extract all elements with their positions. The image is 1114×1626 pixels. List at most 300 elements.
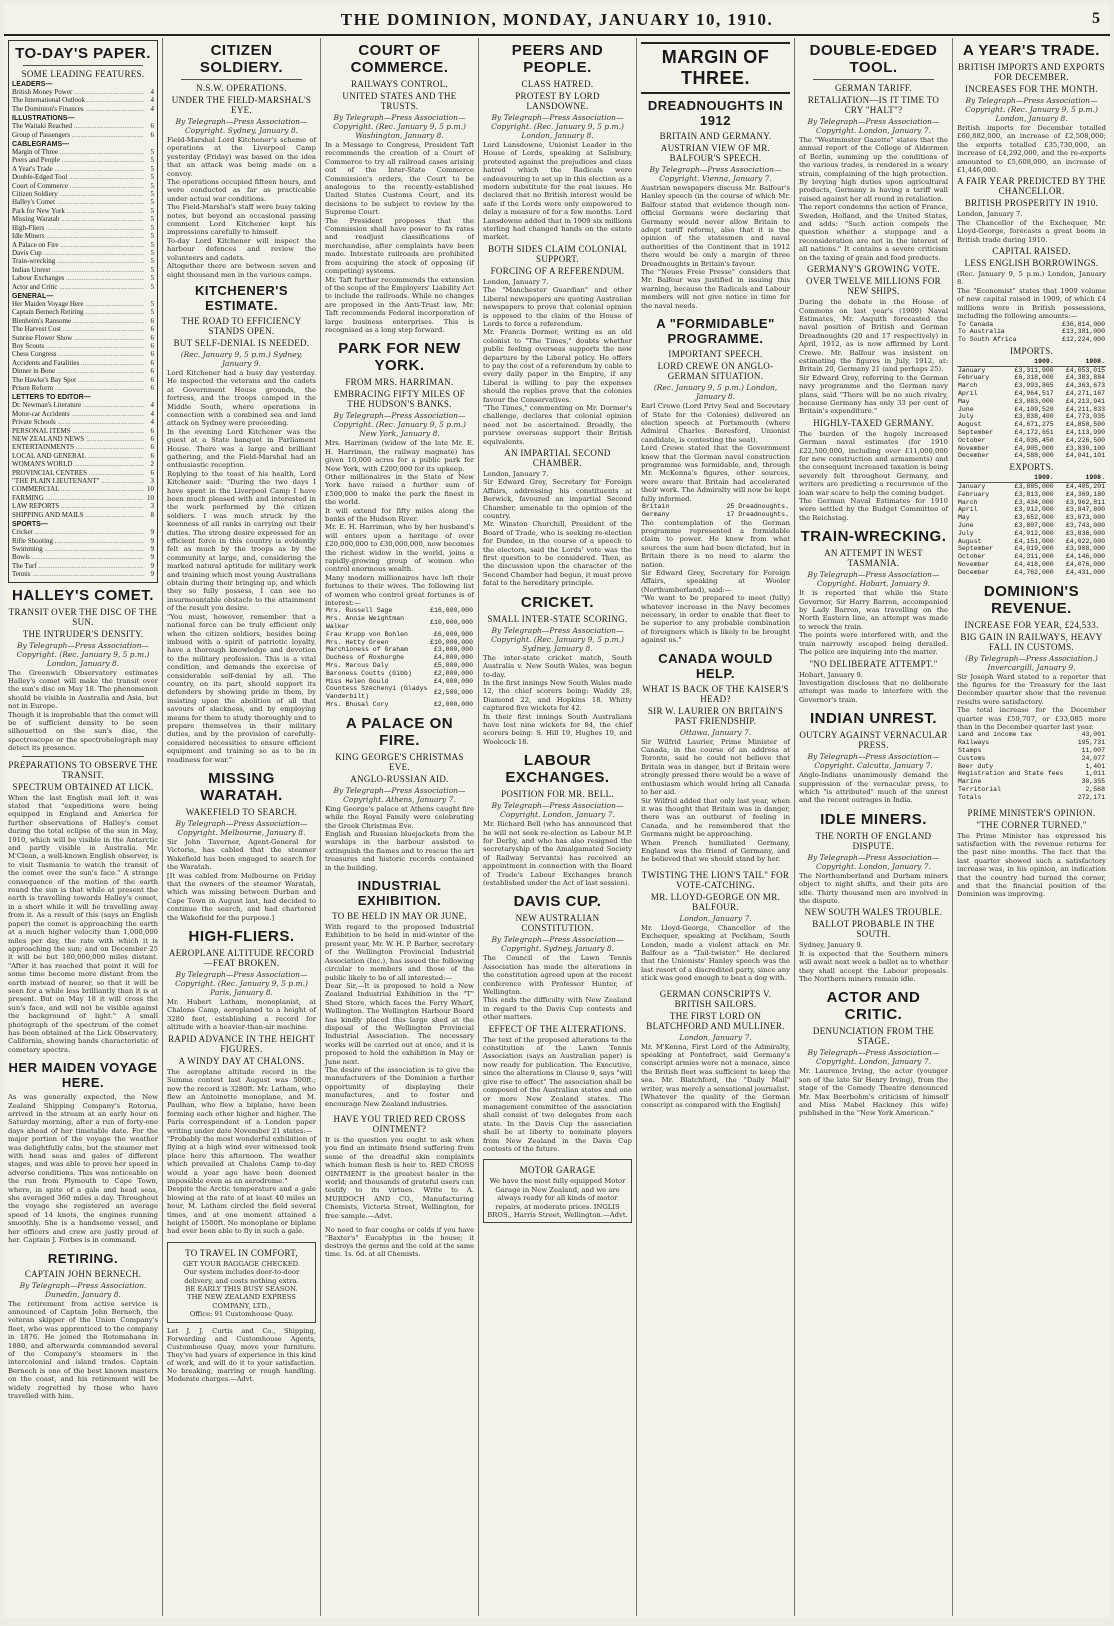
table-row <box>325 639 474 647</box>
table-row <box>957 739 1106 747</box>
table-cell: February <box>958 490 990 498</box>
table-header-cell: 1908. <box>1055 474 1106 482</box>
contents-item: LEADERS— <box>12 81 53 88</box>
article-body: The "Westminster Gazette" states that the annual report of the College of Aldermen of Berlin, summing up the conditions of the various trades, is rendered in a weary strain, complaining of the high protection. By levying high duties upon agricultural products, Germany is having a tariff wall raised against her all round in retaliation. The report condemns the action of France, Sweden, Holland, and the United States, and adds: "Such action compels the question whether a stoppage and a reconsideration are not in the interest of all nations." It contains a severe criticism on the taxing of grain and food products. <box>799 136 948 262</box>
article-body: When the last English mail left it was stated that "expeditions were being equipped in England and America for further observations of Halley's comet during the total eclipse of the sun in May, 1910, which will be visible in the Antarctic and partly visible in Australia. Mr. M'Clean, a well-known English observer, is to visit Tasmania to watch the transit of the comet over the sun's face." A strange consequence of the motion of the earth round the sun is that while at present the earth is travelling towards Halley's comet, in a short while it will be travelling away from it. As a result of this (says an English paper) the comet is approaching the earth at a much higher velocity than 1,000,000 miles per day, the rate with which it is approaching the sun; and on December 25 it will be but 180,000,000 miles distant. "After it has reached that point it will for some time become more distant from the earth instead of nearer, so that it will be seen for a while less brilliantly than it is at present. But on May 18 it will cross the sun's face, and will not be visible against the background of light." A small photograph of the spectrum of the comet has been obtained at the Lick Observatory, California, showing bands characteristic of cometary spectra. <box>8 793 161 1054</box>
contents-item-page: 5 <box>150 198 154 207</box>
table-cell: October <box>958 436 986 444</box>
contents-item <box>12 384 154 392</box>
dateline: London, January 7. <box>679 913 752 923</box>
contents-item-page: 4 <box>150 104 154 113</box>
subhead: RAILWAYS CONTROL. <box>350 79 449 89</box>
dateline: By Telegraph—Press Association—Copyright. (Rec. January 9, 5 p.m.) London, January 8. <box>965 96 1098 123</box>
subhead: LESS ENGLISH BORROWINGS. <box>964 258 1099 269</box>
table-cell-value: 195,731 <box>1077 739 1105 747</box>
subhead: THE FIRST LORD ON BLATCHFORD AND MULLINER. <box>646 1010 785 1031</box>
article-body: Mr. Laurence Irving, the actor (younger son of the late Sir Henry Irving), from the stage of the Comedy Theatre denounced Mr. Max Beerbohm's criticism of himself and Miss Mabel Hackney (his wife) published in the "New York American." <box>799 1067 951 1118</box>
contents-item-page: 10 <box>147 485 154 494</box>
table-row <box>957 538 1106 546</box>
table-cell-label: Registration and State fees <box>958 770 1064 778</box>
table-row <box>325 678 474 686</box>
contents-item <box>12 182 154 190</box>
table-row <box>325 670 474 678</box>
article-actor-and-critic <box>799 989 951 1118</box>
dateline: By Telegraph—Press Association—Copyright. Hobart, January 9. <box>807 570 940 589</box>
column-5 <box>636 38 794 1616</box>
subhead: RAPID ADVANCE IN THE HEIGHT FIGURES. <box>168 1033 315 1054</box>
table-cell-label: Mrs. Bhusal Cory <box>326 701 389 709</box>
table-row <box>325 662 474 670</box>
dateline: By Telegraph—Press Association—Copyright. Athens, January 7. <box>333 785 466 804</box>
table-row <box>957 499 1106 507</box>
table-row <box>957 382 1106 390</box>
column-7 <box>952 38 1110 1616</box>
subhead: SPECTRUM OBTAINED AT LICK. <box>12 781 154 792</box>
contents-item <box>12 96 154 104</box>
contents-item <box>12 257 154 265</box>
contents-item-page: 8 <box>150 510 154 519</box>
table-cell: June <box>958 405 974 413</box>
contents-item-page: 4 <box>150 88 154 96</box>
divider <box>181 79 302 80</box>
contents-item-label: Indian Unrest ..... <box>12 266 144 274</box>
table-cell-label: Frau Krupp von Bohlen <box>326 630 408 638</box>
subhead: AUSTRIAN VIEW OF MR. BALFOUR'S SPEECH. <box>660 143 771 163</box>
contents-item-label: ENTERTAINMENTS ..... <box>12 443 144 451</box>
table-cell-label: Totals <box>958 793 982 801</box>
contents-item-page: 10 <box>147 493 154 502</box>
table-cell-label: Mrs. Marcus Daly <box>326 662 389 670</box>
table-cell: £3,838,400 <box>1014 413 1054 421</box>
contents-item-label: Peers and People ..... <box>12 156 144 164</box>
contents-item-page: 5 <box>150 215 154 224</box>
table-cell: £4,418,000 <box>1014 561 1054 569</box>
contents-item-page: 6 <box>150 333 154 342</box>
article-body: Mrs. Harriman (widow of the late Mr. E. H. Harriman, the railway magnate) has given 10,000 acres for a public park for New York, with £200,000 for its upkeep. Other millionaires in the State of New York have raised a further sum of £500,000 to make the park the finest in the world. It will extend for fifty miles along the banks of the Hudson River. Mr. E. H. Harriman, who by her husband's will enters upon a heritage of over £20,000,000 to £30,000,000, now becomes the richest widow in the world, joins a rapidly-growing group of women who control enormous wealth. Many modern millionaires have left their fortunes to their wives. The following list of women who control great fortunes is of interest:— <box>325 439 474 608</box>
table-cell: £4,369,180 <box>1065 490 1105 498</box>
article-body: The aeroplane altitude record in the Summa contest last August was 500ft.; now the record is 3280ft. Mr. Latham, who flew an Antoinette monoplane, and M. Paulhan, who flew a biplane, have been forming each other higher and higher. The Paris correspondent of a London paper writing under date November 21 states:— "Probably the most wonderful exhibition of flying at a high wind ever witnessed took place here this afternoon. The weather which prevailed at Chalons Camp to-day would a year ago have been deemed impossible even as an aerodrome." Despite the Arctic temperature and a gale blowing at the rate of at least 40 miles an hour, M. Latham circled the field several times, and at one moment attained a height of 1500ft. No monoplane or biplane had ever been able to fly in such a gale. <box>167 1067 316 1236</box>
advertisement-express-company <box>167 1242 316 1323</box>
table-cell: September <box>958 429 994 437</box>
subhead: INCREASES FOR THE MONTH. <box>964 84 1099 94</box>
table-cell-value: £10,000,000 <box>430 638 473 646</box>
contents-item-page: 6 <box>150 468 154 477</box>
subhead: INCREASE FOR YEAR, £24,533. <box>964 619 1099 630</box>
contents-item <box>12 367 154 375</box>
contents-item-label: Park for New York ..... <box>12 207 144 215</box>
headline: HER MAIDEN VOYAGE HERE. <box>8 1060 158 1091</box>
table-row <box>957 421 1106 429</box>
headline: TRAIN-WRECKING. <box>800 528 947 546</box>
article-note: [Whatever the quality of the German conscript as compared with the English] <box>641 1093 793 1110</box>
dateline: By Telegraph—Press Association—Copyright. London, January 7. <box>491 801 624 820</box>
contents-item-page: 6 <box>150 350 154 359</box>
article-margin-of-three <box>641 42 790 310</box>
table-row <box>957 452 1106 460</box>
page-number: 5 <box>1092 10 1100 27</box>
article-idle-miners <box>799 810 951 984</box>
table-row <box>957 522 1106 530</box>
subhead: PROTEST BY LORD LANSDOWNE. <box>515 91 600 111</box>
table-cell-label: Countess Széchenyi (Gladys Vanderbilt) <box>326 685 428 701</box>
subhead: TRANSIT OVER THE DISC OF THE SUN. <box>8 606 158 627</box>
contents-item-label: The Hawke's Bay Spot ..... <box>12 376 144 384</box>
divider <box>813 79 934 80</box>
table-title: IMPORTS. <box>1009 345 1054 356</box>
article-body: (Rec. January 9, 5 p.m.) London, January 8. The "Economist" states that 1909 volume of new capital raised in 1909, of which £4 millions were in British possessions, including the following amounts:— <box>957 270 1106 321</box>
article-high-fliers <box>167 928 319 1236</box>
table-cell-label: Stamps <box>958 747 982 755</box>
table-row <box>325 685 474 701</box>
contents-item <box>12 528 154 536</box>
table-cell-value: £4,000,000 <box>433 654 473 662</box>
table-row <box>325 654 474 662</box>
contents-item-page: 4 <box>150 409 154 418</box>
table-row <box>957 755 1106 763</box>
headline: A YEAR'S TRADE. <box>963 42 1100 59</box>
headline: HIGH-FLIERS. <box>188 928 295 946</box>
table-cell: March <box>958 498 978 506</box>
columns <box>4 38 1110 1616</box>
column-2 <box>162 38 320 1616</box>
contents-item <box>12 105 154 113</box>
contents-item <box>12 317 154 325</box>
dateline: By Telegraph—Press Association—Copyright. Sydney, January 8. <box>491 935 624 954</box>
subhead: BALLOT PROBABLE IN THE SOUTH. <box>812 919 935 940</box>
contents-item <box>12 511 154 519</box>
table-cell: £3,311,900 <box>1014 366 1054 374</box>
subhead: EFFECT OF THE ALTERATIONS. <box>488 1023 627 1034</box>
article-body: King George's palace at Athens caught fire while the Royal Family were celebrating the Greek Christmas Eve. English and Russian bluejackets from the warships in the harbour assisted to extinguish the flames and to rescue the art treasures and historic records contained in the building. <box>325 804 474 872</box>
contents-item <box>12 274 154 282</box>
contents-item <box>12 198 154 206</box>
headline: A "FORMIDABLE" PROGRAMME. <box>656 316 775 347</box>
contents-item-page: 4 <box>150 96 154 105</box>
headline: RETIRING. <box>47 1250 119 1266</box>
contents-item-label: Halley's Comet ..... <box>12 198 144 206</box>
subhead: THE NORTH OF ENGLAND DISPUTE. <box>815 830 932 851</box>
contents-item-label: The Dominion's Finances ..... <box>12 105 144 113</box>
article-davis-cup <box>483 893 635 1153</box>
contents-item <box>12 148 154 156</box>
article-court-of-commerce <box>325 42 474 334</box>
contents-item <box>12 190 154 198</box>
contents-item-label: A Year's Trade ..... <box>12 165 144 173</box>
table-cell: £4,022,000 <box>1065 537 1105 545</box>
table-cell-value: £2,000,000 <box>433 669 473 677</box>
subhead: PRIME MINISTER'S OPINION. <box>967 807 1096 818</box>
table-row <box>957 778 1106 786</box>
article-body: In a Message to Congress, President Taft recommends the creation of a Court of Commerce to try all railroad cases arising out of the Inter-State Commerce Commission's orders, the Court to be analogous to the recently-established United States Customs Court, and its decisions to be subject to review by the Supreme Court. The President proposes that the Commission shall have power to fix rates and readjust classifications of merchandise, after complaints have been made. Interstate railroads are prohibited from acquiring the stock of opposing (if competing) systems. Mr. Taft further recommends the extension of the scope of the Employers' Liability Act to include the railroads. While no changes are proposed in the Anti-Trust law, Mr. Taft recommends Federal incorporation of large business enterprises. This is recognised as a long step forward. <box>325 141 474 334</box>
dateline: By Telegraph—Press Association—Copyright. London, January 7. <box>807 117 940 135</box>
table-cell: December <box>958 568 990 576</box>
contents-item: LETTERS TO EDITOR— <box>12 394 91 402</box>
headline: A PALACE ON FIRE. <box>345 714 454 749</box>
contents-item-page: 6 <box>150 375 154 384</box>
article-body: Sir Wilfrid Laurier, Prime Minister of Canada, in the course of an address at Toronto, said he could not believe that Britain was in danger, but if Britain were strongly pressed there would be a wave of enthusiasm which would bring all Canada to her aid. Sir Wilfrid added that only last year, when it was thought that Britain was in danger, there was an outburst of feeling in Canada, and he remembered that the Germans might be approaching. When French humiliated Germany, England was the friend of Germany, and he believed that we should stand by her. <box>641 737 790 864</box>
subhead: HIGHLY-TAXED GERMANY. <box>813 417 934 428</box>
table-cell-value: 2,568 <box>1085 786 1105 794</box>
advertisement-curtis: Let J. J. Curtis and Co., Shipping, Forwarding and Customhouse Agents, Customhouse Quay, move your furniture. They've had years of experience in this kind of work, and will do it to your satisfaction. No breaking, marring or rough handling. Moderate charges.—Advt. <box>167 1326 319 1384</box>
dateline: By Telegraph—Press Association. Dunedin, January 8. <box>19 1280 147 1299</box>
contents-item <box>12 215 154 223</box>
contents-item-page: 6 <box>150 130 154 139</box>
headline: LABOUR EXCHANGES. <box>505 752 610 787</box>
table-row <box>957 483 1106 491</box>
contents-item-label: A Palace on Fire ..... <box>12 241 144 249</box>
contents-item-page: 5 <box>150 274 154 283</box>
table-cell: £6,318,000 <box>1014 374 1054 382</box>
table-cell: £3,847,800 <box>1065 506 1105 514</box>
masthead <box>4 4 1110 36</box>
contents-item-label: NEW ZEALAND NEWS ..... <box>12 435 144 443</box>
table-row <box>957 321 1106 329</box>
table-cell: £4,964,517 <box>1014 390 1054 398</box>
subhead: SMALL INTER-STATE SCORING. <box>487 613 628 624</box>
table-cell-label: Marchioness of Graham <box>326 646 408 654</box>
table-cell-label: Britain <box>642 502 670 510</box>
table-row <box>957 506 1106 514</box>
table-cell: November <box>958 444 990 452</box>
article-body: London, January 7. The "Manchester Guardian" and other Liberal newspapers are quoting Australian newspapers to prove that colonial opinion is opposed to the claim of the House of Lords to force a referendum. Mr. Francis Dormer, writing as an old colonist to "The Times," doubts whether public feeling overseas supports the new departure by the Liberal policy. He offers to pay the cost of a referendum by cable to every daily paper in the Empire, if any Liberal is willing to pay the expenses should the replies prove that the colonies favour the Conservatives. "The Times," commenting on Mr. Dormer's challenge, declares that colonial opinion need not be ascertained. Broadly, the purview overseas support their British equivalents. <box>483 277 632 446</box>
subhead: CAPITAL RAISED. <box>992 246 1071 257</box>
table-cell-label: Customs <box>958 754 986 762</box>
table-cell-value: £36,814,000 <box>1062 320 1105 328</box>
table-cell-label: Miss Helen Gould <box>326 677 389 685</box>
table-cell: £4,311,000 <box>1014 553 1054 561</box>
article-body: Mr. Richard Bell (who has announced that he will not seek re-election as Labour M.P. for Derby, and who has also resigned the secretaryship of the Amalgamated Society of Railway Servants) has received an appointment in connection with the Board of Trade's Labour Exchanges branch (established under the Act of last session). <box>483 820 635 887</box>
contents-item-label: High-Fliers ..... <box>12 224 144 232</box>
contents-item <box>12 266 154 274</box>
table-row <box>957 763 1106 771</box>
article-peers-and-people <box>483 42 635 588</box>
subhead: NEW SOUTH WALES TROUBLE. <box>804 907 943 918</box>
dateline: (Rec. January 9, 5 p.m.) Sydney, January 9. <box>180 349 303 368</box>
contents-item-label: Sunrise Flower Show ..... <box>12 334 144 342</box>
contents-item-page: 6 <box>150 426 154 435</box>
contents-item-page: 5 <box>150 181 154 190</box>
table-cell: £4,762,000 <box>1014 568 1054 576</box>
subhead: A FAIR YEAR PREDICTED BY THE CHANCELLOR. <box>957 176 1106 197</box>
table-row <box>957 374 1106 382</box>
contents-item <box>12 562 154 570</box>
table-row <box>957 561 1106 569</box>
table-cell-value: 24,077 <box>1081 754 1105 762</box>
subhead: BRITISH IMPORTS AND EXPORTS FOR DECEMBER. <box>958 62 1105 82</box>
contents-item-label: Captain Bernech Retiring ..... <box>12 308 144 316</box>
contents-item-label: LOCAL AND GENERAL ..... <box>12 452 144 460</box>
ad-headline: HAVE YOU TRIED RED CROSS OINTMENT? <box>333 1114 466 1135</box>
contents-item-page: 6 <box>150 384 154 392</box>
table-header-cell: 1909. <box>1003 474 1054 482</box>
contents-item <box>12 418 154 426</box>
contents-item-page: 6 <box>150 367 154 376</box>
table-cell-value: £4,000,000 <box>433 677 473 685</box>
table-row <box>325 615 474 631</box>
headline: CITIZEN SOLDIERY. <box>199 42 284 76</box>
table-cell-value: 25 Dreadnoughts. <box>726 502 789 510</box>
table-cell: December <box>958 452 990 460</box>
column-6 <box>794 38 952 1616</box>
contents-item <box>12 502 154 510</box>
table-cell: £4,671,275 <box>1014 421 1054 429</box>
contents-item: GENERAL— <box>12 292 54 300</box>
contents-item <box>12 435 154 443</box>
article-body: The text of the proposed alterations to the constitution of the Lawn Tennis Association (says an Australian paper) is now ready for publication. The Executive, since the alterations in Clause 9, says "will give rise to effect" The association shall be composed of the Australian states and one or more New Zealand states. The management committee of the association shall consist of two delegates from each state. In the Davis Cup the association shall be at liberty to nominate players from New Zealand in the Davis Cup contests of the future. <box>483 1035 635 1153</box>
contents-item-page: 5 <box>150 156 154 165</box>
contents-item-page: 9 <box>150 544 154 553</box>
table-cell: £4,773,035 <box>1065 413 1105 421</box>
contents-item <box>12 452 154 460</box>
contents-item <box>12 308 154 316</box>
dateline: By Telegraph—Press Association—Copyright. Vienna, January 7. <box>649 165 782 183</box>
contents-item: ILLUSTRATIONS— <box>12 115 75 123</box>
subhead: CLASS HATRED. <box>521 79 594 89</box>
contents-item-label: Chess Congress ..... <box>12 350 144 358</box>
contents-item-label: Accidents and Fatalities ..... <box>12 359 144 367</box>
headline: PEERS AND PEOPLE. <box>511 42 604 76</box>
contents-box <box>8 40 158 583</box>
headline: HALLEY'S COMET. <box>12 586 154 604</box>
table-cell: £3,873,000 <box>1065 514 1105 522</box>
article-body: Mr. Lloyd-George, Chancellor of the Exchequer, speaking at Peckham, South London, made a violent attack on Mr. Balfour as a "Tail-twister." He declared that the Unionists' Hanley speech was the last resort of a discredited party, since any stick was good enough to beat a dog with. <box>641 923 793 983</box>
subhead: N.S.W. OPERATIONS. <box>196 83 287 93</box>
contents-item <box>12 241 154 249</box>
headline: ACTOR AND CRITIC. <box>826 989 921 1024</box>
contents-item-page: 4 <box>150 401 154 410</box>
table-cell: £4,405,201 <box>1065 483 1105 491</box>
article-body: With regard to the proposed Industrial Exhibition to be held in mid-winter of the present year, Mr. W. H. P. Barber, secretary of the Wellington Provincial Industrial Association (Inc.), has issued the following circular to members and those of the public likely to be of all interested:— Dear Sir,—It is proposed to hold a New Zealand Industrial Exhibition in the "T" Shed Store, which faces the Ferry Wharf, Wellington. The Wellington Harbour Board has kindly placed this large shed at the disposal of the Wellington Provincial Industrial Association. The necessary works will be carried out at once, and it is proposed to hold the exhibition in May or June next. The desire of the association is to give the manufacturers of the Dominion a further opportunity of displaying their manufactures, and to foster and encourage New Zealand industries. <box>325 923 474 1108</box>
contents-item-label: Dinner in Bone ..... <box>12 367 144 375</box>
contents-item-page: 2 <box>150 460 154 469</box>
table-cell-label: Mrs. Russell Sage <box>326 607 393 615</box>
headline: IDLE MINERS. <box>820 810 927 828</box>
contents-item <box>12 334 154 342</box>
table-cell: £4,588,000 <box>1014 452 1054 460</box>
table-cell-label: Territorial <box>958 786 1001 794</box>
contents-item-page: 5 <box>150 248 154 257</box>
table-cell-value: 11,007 <box>1081 747 1105 755</box>
table-cell: £4,226,500 <box>1065 436 1105 444</box>
table-cell: £4,076,000 <box>1065 561 1105 569</box>
subhead: POSITION FOR MR. BELL. <box>501 789 614 800</box>
table-cell: £3,908,000 <box>1065 545 1105 553</box>
headline: DAVIS CUP. <box>513 893 602 911</box>
article-body: It is reported that while the State Governor, Sir Harry Barron, accompanied by Lady Barron, was travelling on the North Eastern line, an attempt was made to wreck the train. The points were interfered with, and the train narrowly escaped being derailed. The police are inquiring into the matter. <box>799 589 948 657</box>
table-cell: £4,019,000 <box>1014 545 1054 553</box>
subhead: UNDER THE FIELD-MARSHAL'S EYE. <box>171 95 312 115</box>
contents-item-label: Prison Reform ..... <box>12 384 144 392</box>
contents-item <box>12 122 154 130</box>
table-header-cell: 1909. <box>1003 358 1054 366</box>
table-cell-label: To South Africa <box>958 336 1017 344</box>
table-cell-label: Land and income tax <box>958 731 1033 739</box>
dateline: Ottawa, January 7. <box>679 727 752 737</box>
contents-item-label: Train-wrecking ..... <box>12 257 144 265</box>
contents-item <box>12 469 154 477</box>
subhead: RETALIATION—IS IT TIME TO CRY "HALT"? <box>807 95 940 115</box>
subhead: "THE CORNER TURNED." <box>976 819 1087 830</box>
table-cell-value: £3,000,000 <box>433 646 473 654</box>
contents-list <box>9 81 157 582</box>
subhead: IMPORTANT SPEECH. <box>668 349 763 360</box>
article-missing-waratah <box>167 770 316 922</box>
headline: COURT OF COMMERCE. <box>350 42 449 76</box>
contents-item-page: 3 <box>150 477 154 486</box>
table-cell-label: Railways <box>958 739 990 747</box>
table-cell: August <box>958 421 982 429</box>
contents-item <box>12 537 154 545</box>
contents-item <box>12 300 154 308</box>
article-german-conscripts <box>641 988 793 1110</box>
table-cell: £4,383,884 <box>1065 374 1105 382</box>
dateline: By Telegraph—Press Association—Copyright. (Rec. January 9, 5 p.m.) London, January 8. <box>491 113 624 140</box>
contents-item <box>12 494 154 502</box>
subhead: AN IMPARTIAL SECOND CHAMBER. <box>504 448 611 468</box>
table-row <box>325 646 474 654</box>
contents-item-page: 5 <box>150 190 154 199</box>
article-body: The retirement from active service is announced of Captain John Bernech, the veteran skipper of the Union Company's fleet, who was apprenticed to the company in 1876. He joined the Rotomahana in 1880, and afterwards commanded several of the Company's steamers in the intercolonial and island trades. Captain Bernech is one of the best known masters on the coast, and his retirement will be widely regretted by those who have travelled with him. <box>8 1299 161 1400</box>
article-body: The Council of the Lawn Tennis Association has made the alterations in the constitution agreed upon at the recent conference with Professor Hunter, of Wellington. This ends the difficulty with New Zealand in regard to the Davis Cup contests and other matters. <box>483 954 632 1022</box>
table-row <box>957 390 1106 398</box>
imports-table <box>957 358 1106 460</box>
table-cell-value: 30,355 <box>1081 778 1105 786</box>
contents-item-label: Dr. Newman's Literature ..... <box>12 401 144 409</box>
exports-table <box>957 474 1106 576</box>
headline: KITCHENER'S ESTIMATE. <box>194 282 289 313</box>
subhead: LORD CREWE ON ANGLO-GERMAN SITUATION. <box>657 361 774 382</box>
table-cell: £4,905,000 <box>1014 444 1054 452</box>
table-row <box>957 731 1106 739</box>
column-4 <box>478 38 636 1616</box>
subhead: EMBRACING FIFTY MILES OF THE HUDSON'S BANKS. <box>333 389 466 410</box>
table-cell: £3,813,000 <box>1014 490 1054 498</box>
table-row <box>957 328 1106 336</box>
article-body: London, January 7. Sir Edward Grey, Secretary for Foreign Affairs, addressing his constituents at Berwick, favoured an impartial Second Chamber, amenable to the opinion of the country. Mr. Winston Churchill, President of the Board of Trade, who is seeking re-election for Dundee, in the course of a speech to the electors, said the Lords' vote was the first question to be considered. Then, as the discussion upon the character of the Second Chamber had begun, it must prove fatal to the hereditary principle. <box>483 470 632 588</box>
contents-item: SPORTS— <box>12 521 48 529</box>
table-row <box>641 503 790 511</box>
subhead: THE INTRUDER'S DENSITY. <box>22 628 144 639</box>
dateline: By Telegraph—Press Association—Copyright. Calcutta, January 7. <box>807 752 940 771</box>
subhead: "NO DELIBERATE ATTEMPT." <box>809 658 938 669</box>
table-cell: £3,993,865 <box>1014 382 1054 390</box>
table-cell: £3,883,000 <box>1014 397 1054 405</box>
contents-item <box>12 156 154 164</box>
headline: INDIAN UNREST. <box>809 710 937 728</box>
table-cell-value: £5,000,000 <box>433 662 473 670</box>
contents-item-page: 5 <box>150 308 154 317</box>
contents-item-label: Missing Waratah ..... <box>12 215 144 223</box>
contents-item <box>12 570 154 578</box>
table-cell-label: Marine <box>958 778 982 786</box>
contents-item-label: SHIPPING AND MAILS ..... <box>12 511 144 519</box>
contents-item: CABLEGRAMS— <box>12 141 70 149</box>
table-cell: January <box>958 366 986 374</box>
contents-item-page: 5 <box>150 240 154 249</box>
contents-item-page: 5 <box>150 257 154 266</box>
table-cell-value: £2,000,000 <box>433 701 473 709</box>
revenue-table <box>957 731 1106 801</box>
dateline: By Telegraph—Press Association—Copyright. Sydney, January 8. <box>175 117 308 135</box>
table-cell: £3,743,000 <box>1065 522 1105 530</box>
contents-item-label: Davis Cup ..... <box>12 249 144 257</box>
table-cell-label: To Canada <box>958 320 994 328</box>
contents-item-page: 6 <box>150 325 154 334</box>
contents-item <box>12 401 154 409</box>
table-row <box>957 336 1106 344</box>
advertisement-red-cross <box>325 1114 477 1220</box>
contents-item-page: 4 <box>150 418 154 427</box>
